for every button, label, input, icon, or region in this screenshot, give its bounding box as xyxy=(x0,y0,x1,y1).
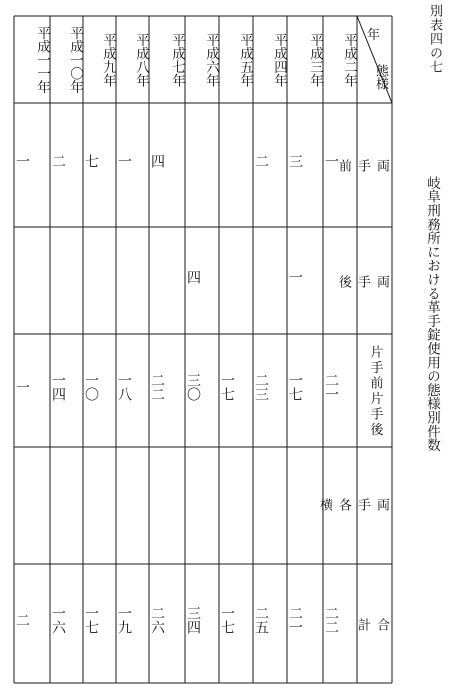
data-cell: 四 xyxy=(149,154,165,168)
year-header: 平成五年 xyxy=(237,33,253,87)
data-cell: 一七 xyxy=(287,373,303,401)
category-char: 両 xyxy=(374,274,389,288)
data-cell: 一七 xyxy=(219,373,235,401)
data-cell: 二二 xyxy=(323,606,339,634)
data-cell xyxy=(254,229,286,333)
category-char: 手 xyxy=(355,158,370,172)
data-cell: 一 xyxy=(14,154,30,168)
data-cell: 二六 xyxy=(149,606,165,634)
data-cell xyxy=(51,229,82,333)
data-cell: 三四 xyxy=(185,606,201,634)
data-cell xyxy=(288,449,322,563)
year-header: 平成八年 xyxy=(133,33,149,87)
data-cell xyxy=(84,449,115,563)
year-header: 平成三年 xyxy=(307,33,323,87)
year-header: 平成一〇年 xyxy=(67,26,83,94)
data-cell: 二一 xyxy=(323,373,339,401)
data-cell: 一 xyxy=(323,154,339,168)
data-cell: 一 xyxy=(14,380,30,394)
data-cell xyxy=(186,105,218,225)
data-cell: 一八 xyxy=(116,373,132,401)
category-label-both-back xyxy=(336,229,391,333)
data-cell: 一九 xyxy=(116,606,132,634)
category-char: 各 xyxy=(336,497,351,511)
year-header: 平成九年 xyxy=(100,33,116,87)
header-mode-label: 態様 xyxy=(373,64,388,90)
category-char: 手 xyxy=(355,497,370,511)
year-header: 平成二年 xyxy=(341,33,357,87)
table-title: 岐阜刑務所における革手錠使用の態様別件数 xyxy=(424,176,440,452)
year-header: 平成七年 xyxy=(169,33,185,87)
category-char: 前 xyxy=(336,158,351,172)
data-cell: 二 xyxy=(50,154,66,168)
data-cell: 一 xyxy=(287,270,303,284)
category-char: 後 xyxy=(336,274,351,288)
data-cell xyxy=(324,449,356,563)
data-cell: 七 xyxy=(83,154,99,168)
year-header: 平成六年 xyxy=(203,33,219,87)
category-label-both-front xyxy=(336,105,391,225)
data-cell xyxy=(150,449,184,563)
data-cell xyxy=(254,449,286,563)
data-cell: 一四 xyxy=(50,373,66,401)
data-cell xyxy=(117,229,148,333)
data-cell: 三〇 xyxy=(185,373,201,401)
data-cell xyxy=(324,229,356,333)
data-cell: 一六 xyxy=(50,606,66,634)
data-cell xyxy=(220,105,252,225)
data-cell: 二 xyxy=(253,154,269,168)
data-cell: 二三 xyxy=(253,373,269,401)
data-cell xyxy=(186,449,218,563)
data-cell: 二一 xyxy=(287,606,303,634)
data-cell: 三 xyxy=(287,154,303,168)
data-cell: 一七 xyxy=(219,606,235,634)
category-char: 合 xyxy=(374,617,389,631)
data-cell xyxy=(15,229,49,333)
category-char: 片手前片手後 xyxy=(367,344,383,438)
year-header: 平成一一年 xyxy=(34,26,50,94)
category-char: 横 xyxy=(317,497,332,511)
data-cell xyxy=(15,449,49,563)
data-cell: 一〇 xyxy=(83,373,99,401)
data-cell xyxy=(117,449,148,563)
appendix-caption: 別表四の七 xyxy=(427,4,442,74)
year-header: 平成四年 xyxy=(271,33,287,87)
data-cell: 一 xyxy=(116,154,132,168)
data-cell: 二二 xyxy=(149,373,165,401)
data-cell: 二 xyxy=(14,613,30,627)
category-char: 計 xyxy=(355,617,370,631)
header-year-label: 年 xyxy=(367,28,381,43)
data-cell: 二五 xyxy=(253,606,269,634)
data-cell xyxy=(220,449,252,563)
category-char: 両 xyxy=(374,158,389,172)
data-cell xyxy=(220,229,252,333)
category-char: 両 xyxy=(374,497,389,511)
category-char: 手 xyxy=(355,274,370,288)
category-label-both-side xyxy=(317,449,391,563)
data-cell xyxy=(84,229,115,333)
data-cell xyxy=(51,449,82,563)
data-cell: 四 xyxy=(185,270,201,284)
data-cell: 一七 xyxy=(83,606,99,634)
category-label-one-front-one-back xyxy=(359,336,391,446)
data-cell xyxy=(150,229,184,333)
category-label-total xyxy=(355,566,391,682)
